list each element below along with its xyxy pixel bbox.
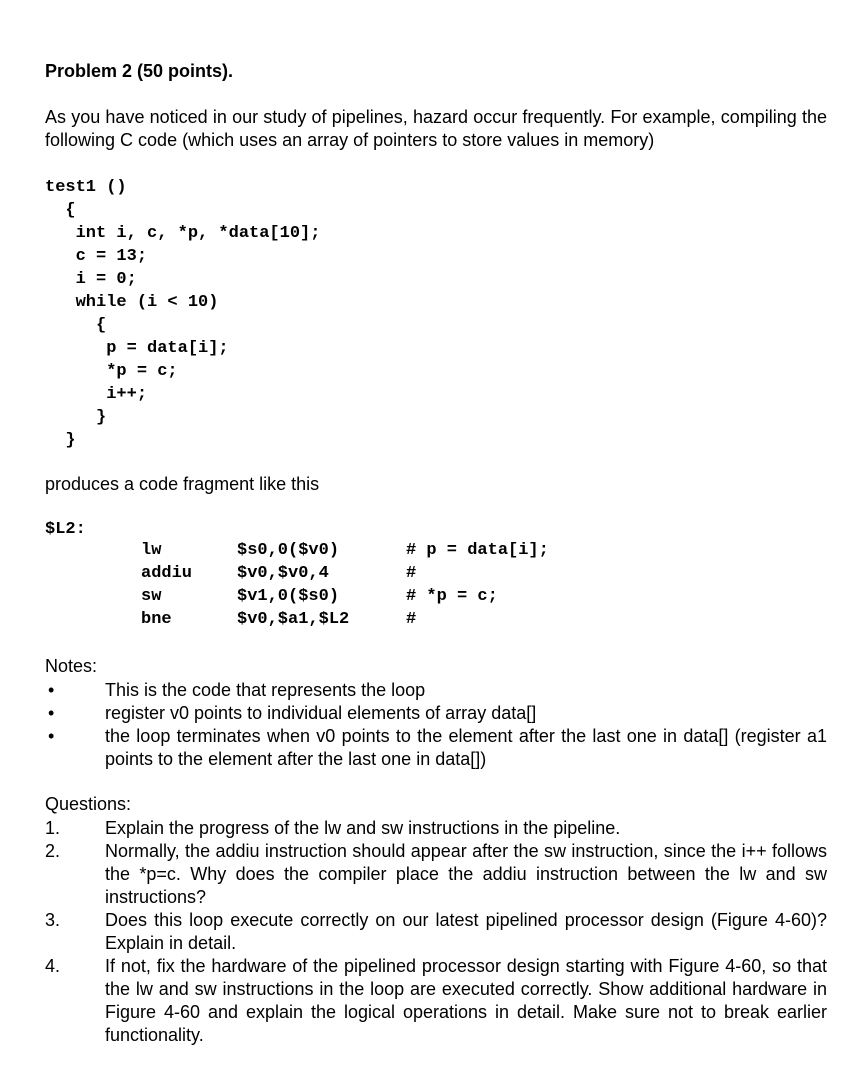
- asm-args: $v1,0($s0): [237, 587, 340, 606]
- asm-args: $s0,0($v0): [237, 541, 340, 560]
- code-line: i++;: [45, 385, 148, 404]
- list-item: [45, 909, 827, 955]
- code-line: }: [45, 431, 76, 450]
- number-marker: 2.: [45, 841, 61, 861]
- fragment-intro: produces a code fragment like this: [45, 474, 320, 494]
- code-line: c = 13;: [45, 247, 148, 266]
- asm-op: lw: [141, 541, 162, 560]
- note-text: This is the code that represents the loop: [105, 680, 426, 700]
- asm-label: $L2:: [45, 520, 86, 539]
- code-line: {: [45, 316, 107, 335]
- question-text: Does this loop execute correctly on our latest pipelined processor design (Figure 4-60)? Explain in detail.: [105, 910, 827, 953]
- question-text: If not, fix the hardware of the pipelined processor design starting with Figure 4-60, so that the lw and sw instructions in the loop are executed correctly. Show additional hardware in Figure 4-60 and explain the logical operations in detail. Make sure not to break earlier functionality.: [105, 956, 827, 1045]
- asm-row: [0, 587, 853, 610]
- number-marker: 1.: [45, 818, 61, 838]
- code-line: }: [45, 408, 107, 427]
- note-text: register v0 points to individual elements of array data[]: [105, 703, 537, 723]
- asm-args: $v0,$v0,4: [237, 564, 329, 583]
- list-item: [45, 817, 827, 840]
- bullet-marker: •: [48, 726, 55, 746]
- asm-row: [0, 564, 853, 587]
- asm-row: [0, 610, 853, 633]
- asm-comment: #: [406, 564, 417, 583]
- asm-comment: # p = data[i];: [406, 541, 549, 560]
- list-item: [45, 702, 827, 725]
- asm-args: $v0,$a1,$L2: [237, 610, 350, 629]
- asm-op: sw: [141, 587, 162, 606]
- list-item: [45, 679, 827, 702]
- asm-op: bne: [141, 610, 172, 629]
- question-text: Normally, the addiu instruction should appear after the sw instruction, since the i++ follows the *p=c. Why does the compiler place the addiu instruction between the lw and sw instructions?: [105, 841, 827, 907]
- code-line: p = data[i];: [45, 339, 229, 358]
- note-text: the loop terminates when v0 points to the element after the last one in data[] (register a1 points to the element after the last one in data[]): [105, 726, 827, 769]
- code-line: test1 (): [45, 178, 127, 197]
- code-line: while (i < 10): [45, 293, 219, 312]
- list-item: [45, 840, 827, 909]
- problem-title: Problem 2 (50 points).: [45, 61, 234, 81]
- number-marker: 3.: [45, 910, 61, 930]
- code-line: int i, c, *p, *data[10];: [45, 224, 321, 243]
- question-text: Explain the progress of the lw and sw instructions in the pipeline.: [105, 818, 621, 838]
- number-marker: 4.: [45, 956, 61, 976]
- bullet-marker: •: [48, 703, 55, 723]
- code-line: *p = c;: [45, 362, 178, 381]
- list-item: [45, 725, 827, 771]
- notes-label: Notes:: [45, 656, 98, 676]
- questions-label: Questions:: [45, 794, 132, 814]
- intro-paragraph: As you have noticed in our study of pipelines, hazard occur frequently. For example, compiling the following C code (which uses an array of pointers to store values in memory): [45, 107, 827, 150]
- code-line: {: [45, 201, 76, 220]
- bullet-marker: •: [48, 680, 55, 700]
- list-item: [45, 955, 827, 1047]
- asm-op: addiu: [141, 564, 193, 583]
- asm-comment: #: [406, 610, 417, 629]
- asm-row: [0, 541, 853, 564]
- code-line: i = 0;: [45, 270, 137, 289]
- asm-comment: # *p = c;: [406, 587, 498, 606]
